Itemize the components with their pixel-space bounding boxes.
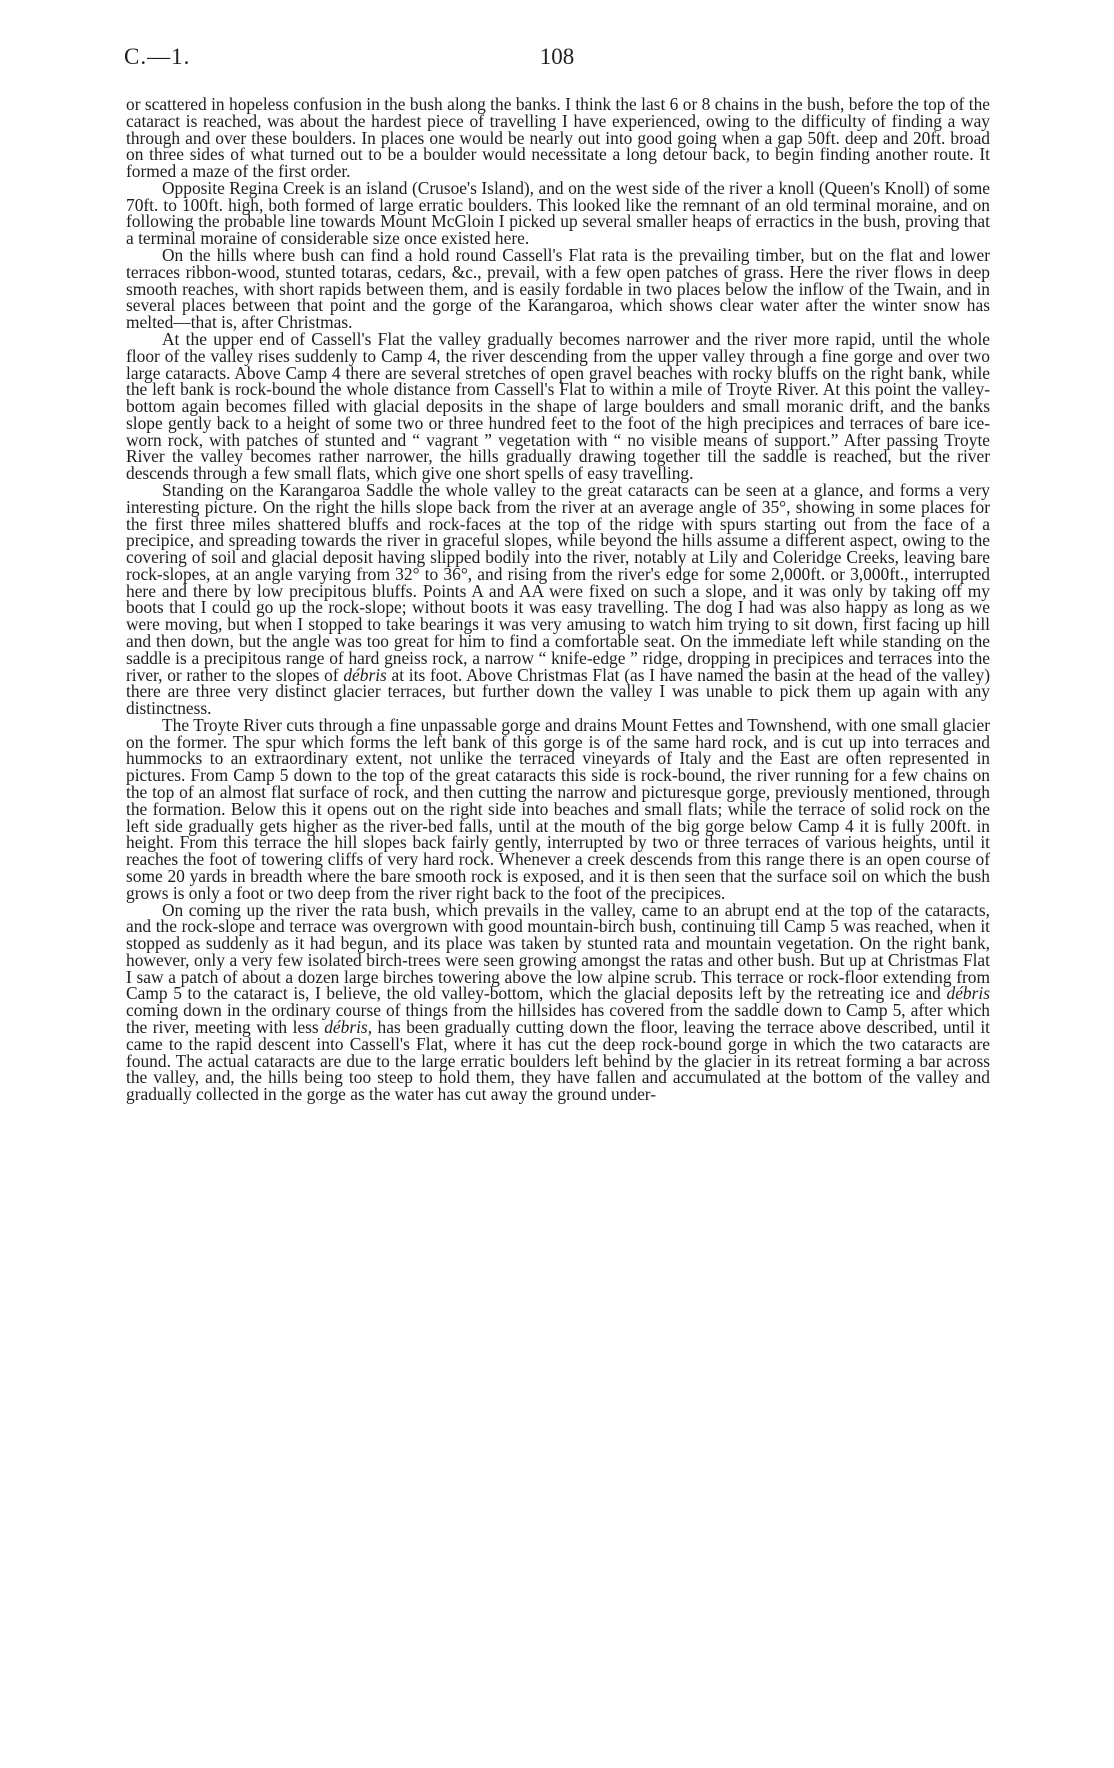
paragraph-1: or scattered in hopeless confusion in the bush along the banks. I think the last 6 or 8 chains in the bush, before the top of the cataract is reached, was about the hardest piece of travelling I have experienced, owing to the difficulty of finding a way through and over these boulders. In places one would be nearly out into good going when a gap 50ft. deep and 20ft. broad on three sides of what turned out to be a boulder would necessitate a long detour back, to begin finding another route. It formed a maze of the first order.	[126, 94, 990, 182]
paragraph-2: Opposite Regina Creek is an island (Crusoe's Island), and on the west side of the river a knoll (Queen's Knoll) of some 70ft. to 100ft. high, both formed of large erratic boulders. This looked like the remnant of an old terminal moraine, and on following the probable line towards Mount McGloin I picked up several smaller heaps of erractics in the bush, proving that a terminal moraine of considerable size once existed here.	[126, 177, 990, 249]
paragraph-5-tail: at its foot. Above Christmas Flat (as I have named the basin at the head of the valley) there are three very distinct glacier terraces, but further down the valley I was unable to pick them up again with any distinctness.	[126, 664, 990, 719]
paragraph-7-mid: coming down in the ordinary course of things from the hillsides has covered from the saddle down to Camp 5, after which the river, meeting with less	[126, 1000, 990, 1037]
paragraph-7	[126, 899, 990, 1105]
body-text	[126, 96, 990, 1103]
paragraph-3: On the hills where bush can find a hold round Cassell's Flat rata is the prevailing timber, but on the flat and lower terraces ribbon-wood, stunted totaras, cedars, &c., prevail, with a few open patches of grass. Here the river flows in deep smooth reaches, with short rapids between them, and is easily fordable in two places below the inflow of the Twain, and in several places between that point and the gorge of the Karangaroa, which shows clear water after the winter snow has melted—that is, after Christmas.	[126, 245, 990, 333]
paragraph-5	[126, 479, 990, 719]
paragraph-7-tail: has been gradually cutting down the floor, leaving the terrace above described, until it came to the rapid descent into Cassell's Flat, where it has cut the deep rock-bound gorge in which the two cataracts are found. The actual cataracts are due to the large erratic boulders left behind by the glacier in its retreat forming a bar across the valley, and, the hills being too steep to hold them, they have fallen and accumulated at the bottom of the valley and gradually collected in the gorge as the water has cut away the ground under-	[126, 1016, 990, 1105]
document-code: C.—1.	[124, 44, 191, 69]
paragraph-4: At the upper end of Cassell's Flat the valley gradually becomes narrower and the river more rapid, until the whole floor of the valley rises suddenly to Camp 4, the river descending from the upper valley through a fine gorge and over two large cataracts. Above Camp 4 there are several stretches of open gravel beaches with rocky bluffs on the right bank, while the left bank is rock-bound the whole distance from Cassell's Flat to within a mile of Troyte River. At this point the valley-bottom again becomes filled with glacial deposits in the shape of large boulders and small moranic drift, and the banks slope gently back to a height of some two or three hundred feet to the foot of the high precipices and terraces of bare ice-worn rock, with patches of stunted and “ vagrant ” vegetation with “ no visible means of support.” After passing Troyte River the valley becomes rather narrower, the hills gradually drawing together till the saddle is reached, but the river descends through a few small flats, which give one short spells of easy travelling.	[126, 328, 990, 484]
paragraph-6: The Troyte River cuts through a fine unpassable gorge and drains Mount Fettes and Townshend, with one small glacier on the former. The spur which forms the left bank of this gorge is of the same hard rock, and is cut up into terraces and hummocks to an extraordinary extent, not unlike the terraced vineyards of Italy and the East are often represented in pictures. From Camp 5 down to the top of the great cataracts this side is rock-bound, the river running for a few chains on the top of an almost flat surface of rock, and then cutting the narrow and picturesque gorge, previously mentioned, through the formation. Below this it opens out on the right side into beaches and small flats; while the terrace of solid rock on the left side gradually gets higher as the river-bed falls, until at the mouth of the big gorge below Camp 4 it is fully 200ft. in height. From this terrace the hill slopes back fairly gently, interrupted by two or three terraces of various heights, until it reaches the foot of towering cliffs of very hard rock. Whenever a creek descends from this range there is an open course of some 20 yards in breadth where the bare smooth rock is exposed, and it is then seen that the surface soil on which the bush grows is only a foot or two deep from the river right back to the foot of the precipices.	[126, 714, 990, 903]
paragraph-5-italic: débris	[343, 664, 387, 685]
paragraph-7-italic-2: débris,	[324, 1016, 373, 1037]
page-number: 108	[539, 44, 575, 69]
paragraph-7-italic-1: débris	[946, 983, 990, 1004]
paragraph-5-text: Standing on the Karangaroa Saddle the whole valley to the great cataracts can be seen at a glance, and forms a very interesting picture. On the right the hills slope back from the river at an average angle of 35°, showing in some places for the first three miles shattered bluffs and rock-faces at the top of the ridge with spurs starting out from the face of a precipice, and spreading towards the river in graceful slopes, while beyond the hills assume a different aspect, owing to the covering of soil and glacial deposit having slipped bodily into the river, notably at Lily and Coleridge Creeks, leaving bare rock-slopes, at an angle varying from 32° to 36°, and rising from the river's edge for some 2,000ft. or 3,000ft., interrupted here and there by low precipitous bluffs. Points A and AA were fixed on such a slope, and it was only by taking off my boots that I could go up the rock-slope; without boots it was easy travelling. The dog I had was also happy as long as we were moving, but when I stopped to take bearings it was very amusing to watch him trying to sit down, first facing up hill and then down, but the angle was too great for him to find a comfortable seat. On the immediate left while standing on the saddle is a precipitous range of hard gneiss rock, a narrow “ knife-edge ” ridge, dropping in precipices and terraces into the river, or rather to the slopes of	[126, 479, 990, 685]
paragraph-7-text: On coming up the river the rata bush, which prevails in the valley, came to an abrupt end at the top of the cataracts, and the rock-slope and terrace was overgrown with good mountain-birch bush, continuing till Camp 5 was reached, when it stopped as suddenly as it had begun, and its place was taken by stunted rata and mountain vegetation. On the right bank, however, only a very few isolated birch-trees were seen growing amongst the ratas and other bush. But up at Christmas Flat I saw a patch of about a dozen large birches towering above the low alpine scrub. This terrace or rock-floor extending from Camp 5 to the cataract is, I believe, the old valley-bottom, which the glacial deposits left by the retreating ice and	[126, 899, 990, 1004]
